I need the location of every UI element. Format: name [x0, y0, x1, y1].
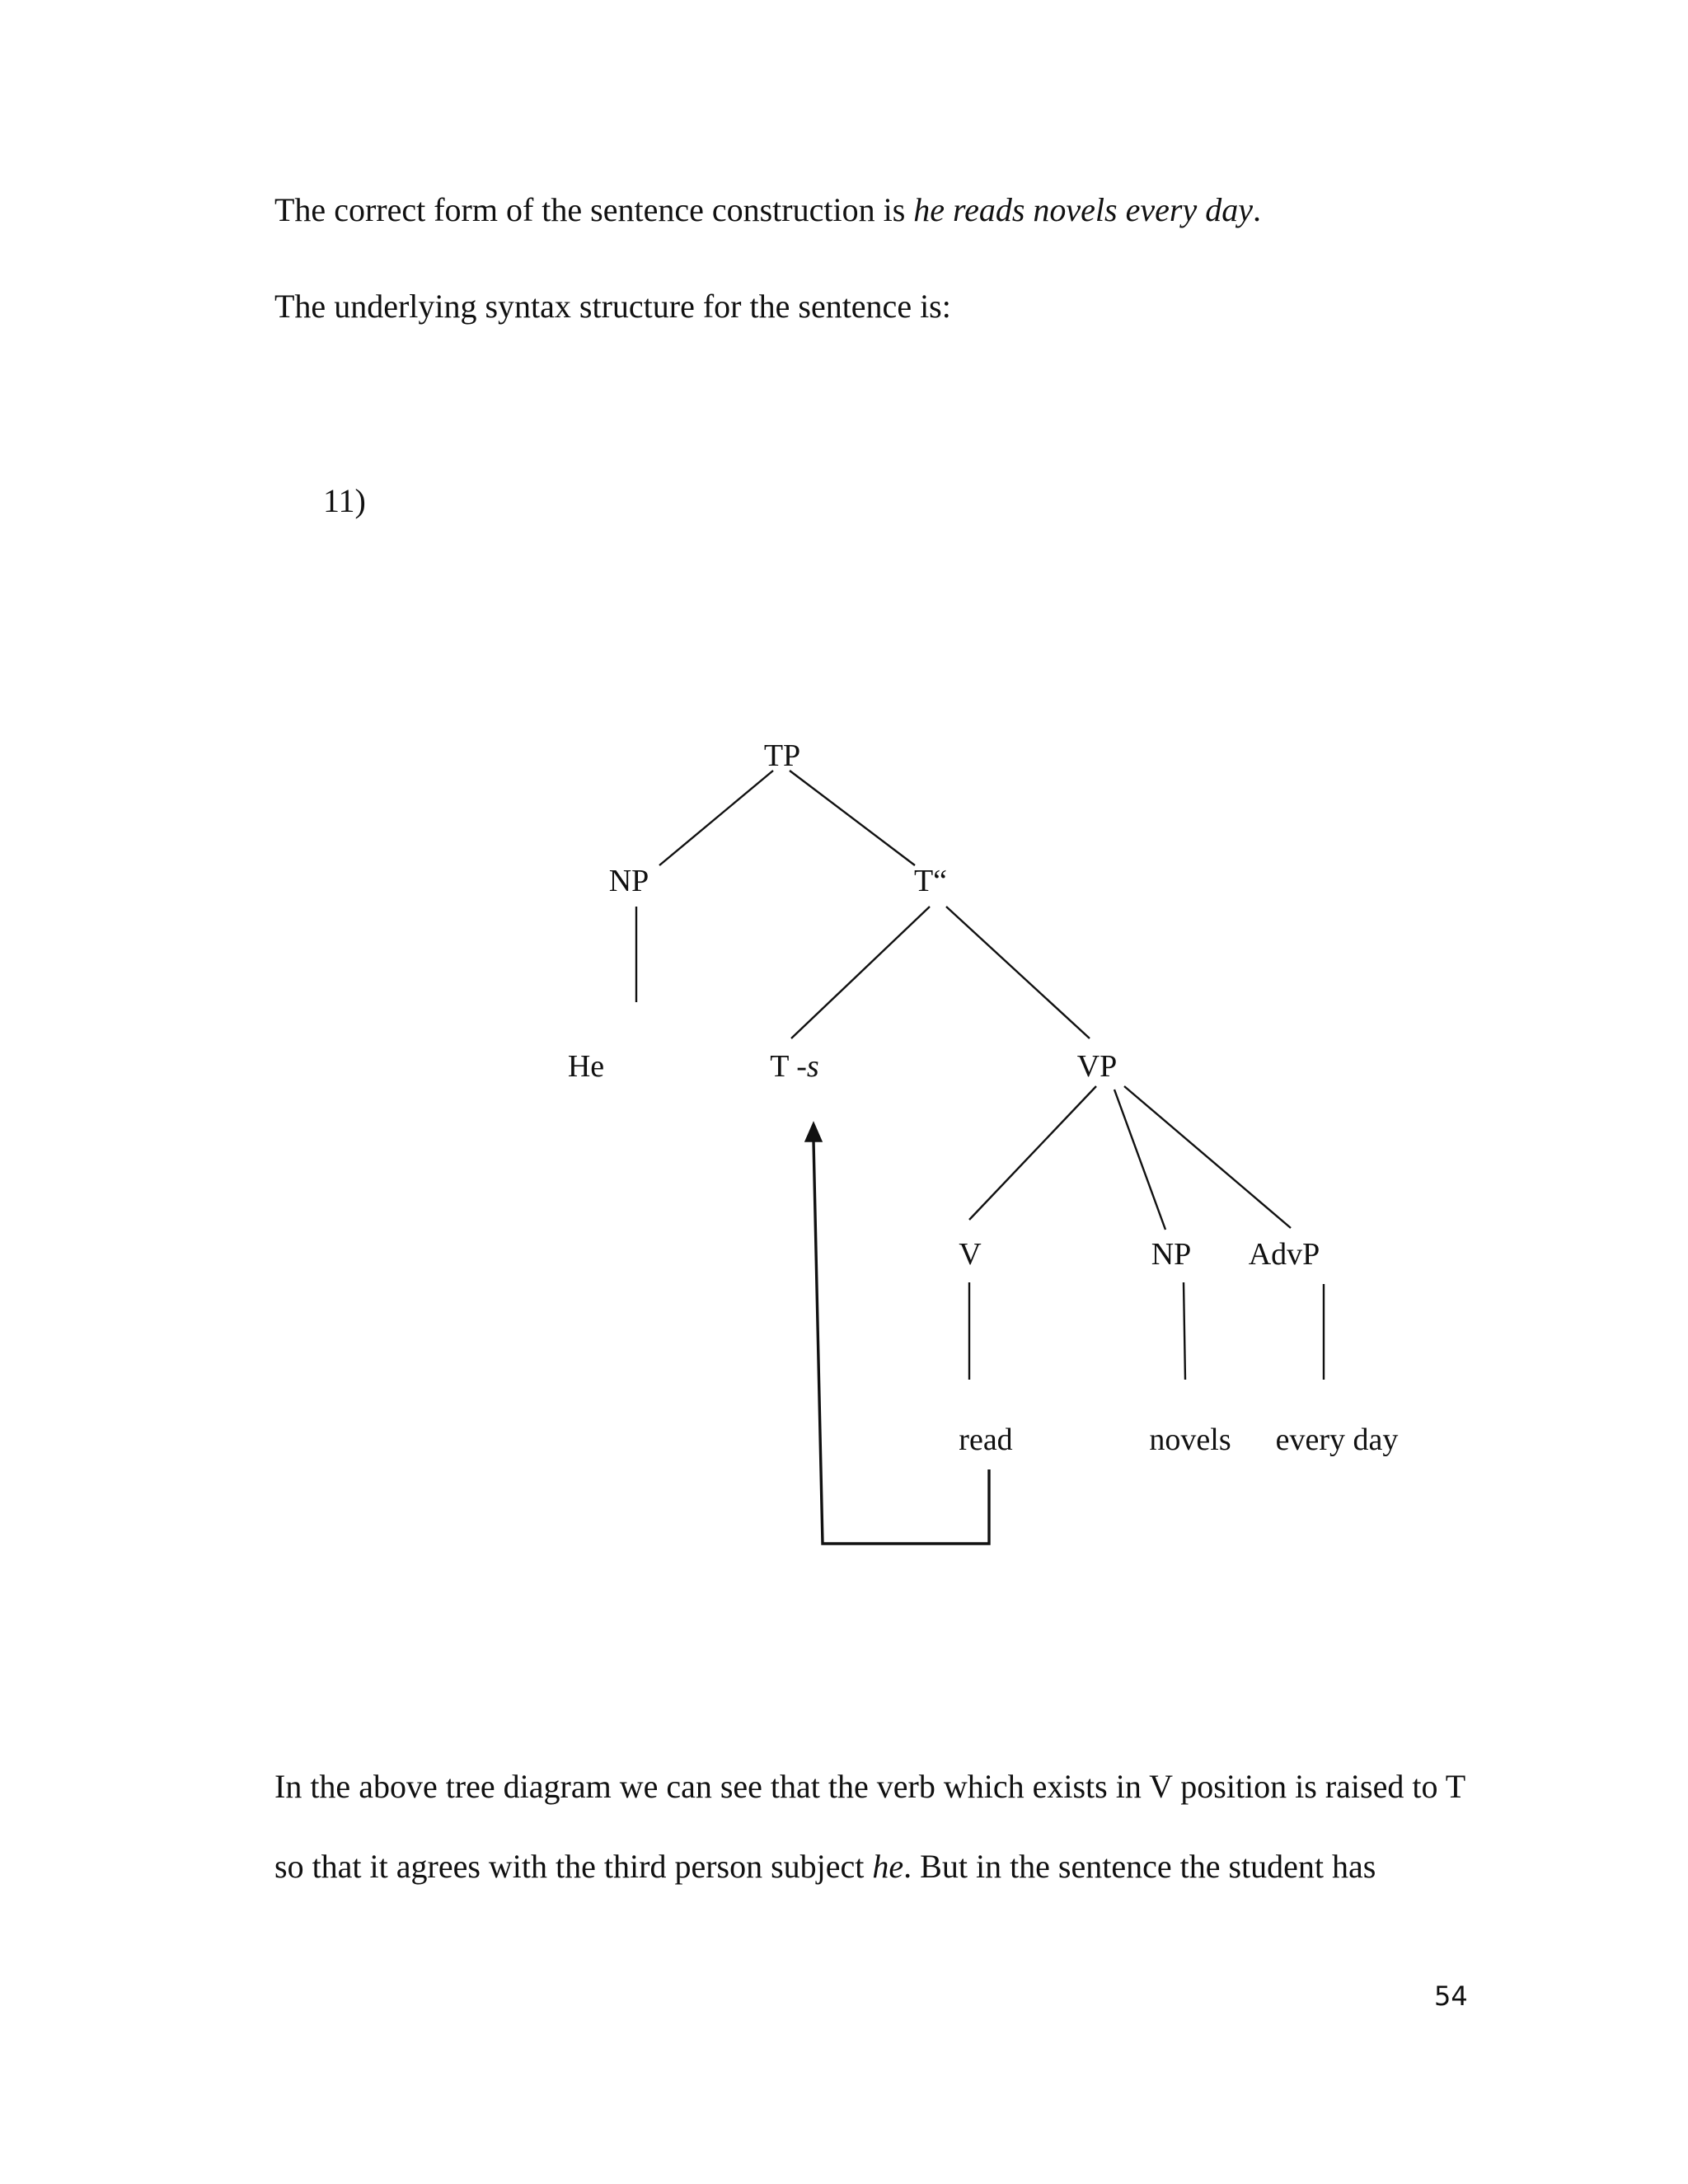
branch-vp-np — [1114, 1090, 1165, 1230]
leaf-novels: novels — [1149, 1422, 1231, 1457]
intro-sentence-suffix: . — [1252, 191, 1261, 228]
branch-tp-np — [659, 771, 773, 865]
node-v: V — [959, 1237, 982, 1272]
intro-sentence-prefix: The correct form of the sentence construction is — [274, 191, 914, 228]
intro-sentence-example: he reads novels every day — [913, 191, 1253, 228]
node-np-object: NP — [1151, 1237, 1192, 1272]
leaf-read: read — [959, 1422, 1013, 1457]
explanation-line-2 — [274, 1847, 1376, 1886]
movement-arrow-line — [814, 1141, 989, 1544]
node-advp: AdvP — [1248, 1237, 1320, 1272]
branch-vp-v — [969, 1086, 1096, 1220]
node-t-bar: T“ — [913, 864, 948, 898]
node-he: He — [567, 1049, 605, 1084]
node-t — [770, 1049, 818, 1084]
leaf-every-day: every day — [1275, 1422, 1399, 1457]
node-t-suffix: -s — [796, 1049, 819, 1084]
example-number: 11) — [323, 482, 366, 519]
structure-intro: The underlying syntax structure for the sentence is: — [274, 288, 951, 325]
node-np-subject: NP — [608, 864, 649, 898]
movement-arrowhead — [805, 1122, 822, 1141]
branch-tbar-t — [791, 907, 930, 1038]
branch-np-novels — [1184, 1282, 1185, 1380]
branch-vp-advp — [1124, 1086, 1291, 1228]
explanation-line-2-suffix: . But in the sentence the student has — [903, 1848, 1376, 1885]
node-tp: TP — [763, 738, 801, 773]
explanation-subject: he — [872, 1848, 904, 1885]
explanation-line-1: In the above tree diagram we can see that the verb which exists in V position is raised to T — [274, 1768, 1466, 1805]
branch-tbar-vp — [946, 907, 1090, 1038]
node-vp: VP — [1076, 1049, 1118, 1084]
explanation-line-2-prefix: so that it agrees with the third person subject — [274, 1848, 873, 1885]
branch-tp-tbar — [790, 771, 915, 865]
node-t-label: T — [770, 1049, 789, 1084]
page-number: 54 — [1434, 1980, 1468, 2012]
